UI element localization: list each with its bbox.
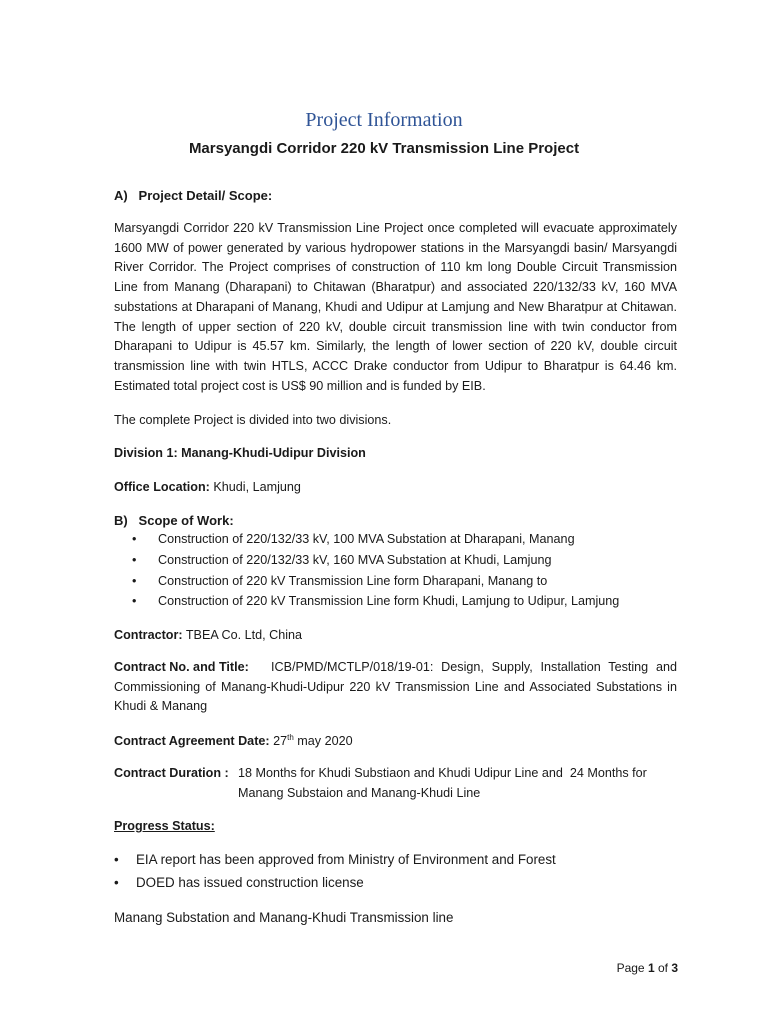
scope-item-text: Construction of 220 kV Transmission Line form Khudi, Lamjung to Udipur, Lamjung [158, 594, 620, 608]
page-total: 3 [671, 961, 678, 975]
scope-item [132, 553, 551, 567]
scope-item-text: Construction of 220 kV Transmission Line form Dharapani, Manang to [158, 574, 548, 588]
page-current: 1 [647, 961, 655, 975]
bullet-icon: • [132, 594, 137, 608]
bullet-icon: • [132, 553, 137, 567]
scope-paragraph: Marsyangdi Corridor 220 kV Transmission Line Project once completed will evacuate approximately 1600 MW of power generated by various hydropower stations in the Marsyangdi basin/ Marsyangdi River Corridor. The Project comprises of construction of 110 km long Double Circuit Transmission Line from Manang (Dharapani) to Chitawan (Bharatpur) and associated 220/132/33 kV, 160 MVA substations at Dharapani of Manang, Khudi and Udipur at Lamjung and New Bharatpur at Chitawan. The length of upper section of 220 kV, double circuit transmission line with twin conductor from Dharapani to Udipur is 45.57 km. Similarly, the length of lower section of 220 kV, double circuit transmission line with twin HTLS, ACCC Drake conductor from Udipur to Bharatpur is 64.46 km. Estimated total project cost is US$ 90 million and is funded by EIB. [114, 221, 677, 393]
scope-item [132, 574, 547, 588]
page-of: of [654, 961, 672, 975]
contractor-value: TBEA Co. Ltd, China [182, 628, 303, 642]
page-number [617, 961, 678, 975]
agreement-date-rest: may 2020 [293, 734, 353, 749]
page-title: Project Information [305, 109, 463, 131]
division-1-heading: Division 1: Manang-Khudi-Udipur Division [114, 446, 366, 460]
project-subtitle: Marsyangdi Corridor 220 kV Transmission Line Project [188, 140, 580, 157]
scope-item [132, 532, 575, 546]
bullet-icon: • [132, 532, 137, 546]
contract-title-label: Contract No. and Title: [114, 660, 249, 674]
bullet-icon: • [132, 574, 137, 588]
contract-title [114, 658, 677, 717]
office-location-value: Khudi, Lamjung [209, 480, 301, 494]
bullet-icon: • [114, 875, 119, 890]
contract-title-value: ICB/PMD/MCTLP/018/19-01: Design, Supply, Installation Testing and Commissioning of Manang-Khudi-Udipur 220 kV Transmission Line and Associated Substations in Khudi & Manang [114, 660, 677, 714]
contract-duration-line-2: Manang Substaion and Manang-Khudi Line [238, 786, 481, 800]
office-location [114, 480, 301, 494]
progress-status-heading: Progress Status: [114, 819, 215, 833]
contract-duration-line-1: 18 Months for Khudi Substiaon and Khudi Udipur Line and 24 Months for [238, 766, 647, 780]
page-number-label: Page [616, 961, 648, 975]
scope-item-text: Construction of 220/132/33 kV, 160 MVA Substation at Khudi, Lamjung [158, 553, 552, 567]
progress-item-text: EIA report has been approved from Ministry of Environment and Forest [136, 852, 556, 867]
section-a-heading: A) Project Detail/ Scope: [114, 188, 273, 203]
scope-item-text: Construction of 220/132/33 kV, 100 MVA Substation at Dharapani, Manang [158, 532, 575, 546]
manang-substation-heading: Manang Substation and Manang-Khudi Transmission line [114, 910, 454, 925]
progress-item [114, 852, 556, 867]
contract-agreement-date [114, 733, 353, 748]
progress-item-text: DOED has issued construction license [136, 875, 364, 890]
contractor [114, 628, 302, 642]
bullet-icon: • [114, 852, 119, 867]
office-location-label: Office Location: [114, 480, 210, 494]
section-b-heading: B) Scope of Work: [114, 513, 234, 528]
agreement-date-label: Contract Agreement Date: [114, 734, 270, 749]
contractor-label: Contractor: [114, 628, 183, 642]
scope-item [132, 594, 619, 608]
contract-duration-label: Contract Duration : [114, 766, 229, 780]
progress-item [114, 875, 364, 890]
agreement-date-day: 27 [269, 734, 288, 749]
agreement-date-suffix: th [287, 733, 294, 742]
divisions-text: The complete Project is divided into two divisions. [114, 413, 392, 427]
